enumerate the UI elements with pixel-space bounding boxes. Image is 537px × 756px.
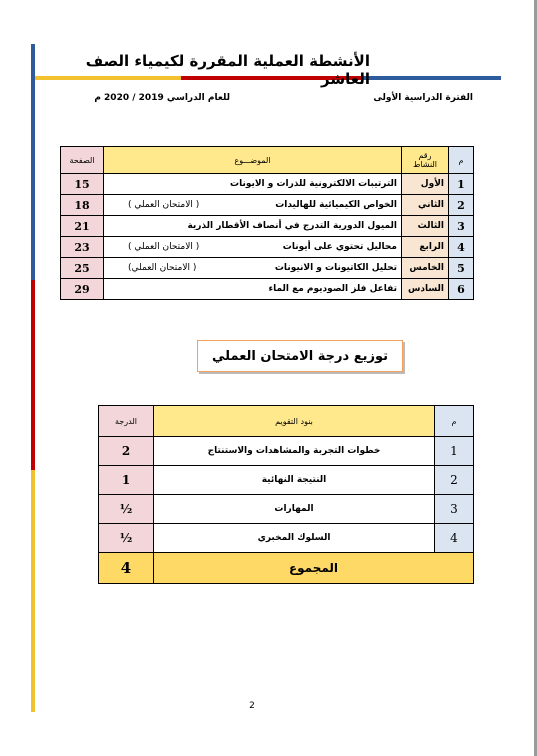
table-row — [99, 495, 474, 524]
topic-text: الخواص الكيميائية للهاليدات — [275, 200, 397, 210]
row-topic — [104, 195, 402, 216]
exam-distribution-banner: توزيع درجة الامتحان العملي — [197, 340, 403, 372]
row-activity: الثالث — [402, 216, 449, 237]
row-activity: السادس — [402, 279, 449, 300]
topic-note — [108, 179, 128, 189]
table-header-row — [61, 147, 474, 174]
row-topic — [104, 237, 402, 258]
table-row — [61, 237, 474, 258]
topic-text: تفاعل فلز الصوديوم مع الماء — [268, 284, 397, 294]
topic-text: الميول الدورية التدرج في أنصاف الأقطار الذرية — [187, 221, 397, 231]
row-num: 2 — [435, 466, 474, 495]
row-degree: 1 — [99, 466, 154, 495]
total-value: 4 — [99, 553, 154, 584]
col-page-header: الصفحة — [61, 147, 104, 174]
row-num: 4 — [435, 524, 474, 553]
table-row — [99, 466, 474, 495]
side-bar-yellow — [31, 470, 35, 712]
topic-note: ( الامتحان العملي ) — [128, 242, 200, 252]
topic-note — [108, 221, 128, 231]
header-bar-blue — [363, 76, 501, 80]
row-degree: ½ — [99, 495, 154, 524]
row-degree: ½ — [99, 524, 154, 553]
activities-table — [60, 146, 474, 300]
col-topic-header: الموضـــوع — [104, 147, 402, 174]
row-topic — [104, 216, 402, 237]
table-row — [61, 195, 474, 216]
row-topic — [104, 258, 402, 279]
row-page: 29 — [61, 279, 104, 300]
table-row — [61, 216, 474, 237]
topic-text: الترتيبات الالكترونية للذرات و الايونات — [230, 179, 397, 189]
row-page: 18 — [61, 195, 104, 216]
topic-note: ( الامتحان العملي) — [128, 263, 197, 273]
school-year: للعام الدراسي 2019 / 2020 م — [94, 93, 230, 103]
row-degree: 2 — [99, 437, 154, 466]
row-page: 21 — [61, 216, 104, 237]
row-item: السلوك المخبري — [154, 524, 435, 553]
row-activity: الثاني — [402, 195, 449, 216]
col-degree-header: الدرجة — [99, 406, 154, 437]
page-number: 2 — [249, 701, 255, 711]
table-row — [61, 279, 474, 300]
row-num: 2 — [449, 195, 474, 216]
row-num: 3 — [449, 216, 474, 237]
row-topic — [104, 174, 402, 195]
row-num: 6 — [449, 279, 474, 300]
row-activity: الرابع — [402, 237, 449, 258]
topic-text: تحليل الكاتيونات و الانيونات — [274, 263, 397, 273]
row-num: 1 — [449, 174, 474, 195]
row-activity: الأول — [402, 174, 449, 195]
row-num: 4 — [449, 237, 474, 258]
row-activity: الخامس — [402, 258, 449, 279]
topic-text: محاليل تحتوي على أيونات — [282, 242, 397, 252]
row-num: 5 — [449, 258, 474, 279]
col-activity-header: رقم النشاط — [402, 147, 449, 174]
row-item: المهارات — [154, 495, 435, 524]
total-row — [99, 553, 474, 584]
row-num: 3 — [435, 495, 474, 524]
side-bar-red — [31, 280, 35, 470]
row-num: 1 — [435, 437, 474, 466]
topic-note — [108, 284, 128, 294]
col-num-header: م — [435, 406, 474, 437]
total-label: المجموع — [154, 553, 474, 584]
table-row — [61, 258, 474, 279]
row-topic — [104, 279, 402, 300]
table-row — [61, 174, 474, 195]
row-item: خطوات التجربة والمشاهدات والاستنتاج — [154, 437, 435, 466]
topic-note: ( الامتحان العملي ) — [128, 200, 200, 210]
col-num-header: م — [449, 147, 474, 174]
grading-table — [98, 405, 474, 584]
table-row — [99, 524, 474, 553]
row-page: 15 — [61, 174, 104, 195]
row-page: 23 — [61, 237, 104, 258]
page-title: الأنشطة العملية المقررة لكيمياء الصف العاشر — [85, 52, 370, 88]
table-header-row — [99, 406, 474, 437]
term-label: الفترة الدراسية الأولى — [373, 93, 473, 103]
col-item-header: بنود التقويم — [154, 406, 435, 437]
row-item: النتيجة النهائية — [154, 466, 435, 495]
table-row — [99, 437, 474, 466]
row-page: 25 — [61, 258, 104, 279]
